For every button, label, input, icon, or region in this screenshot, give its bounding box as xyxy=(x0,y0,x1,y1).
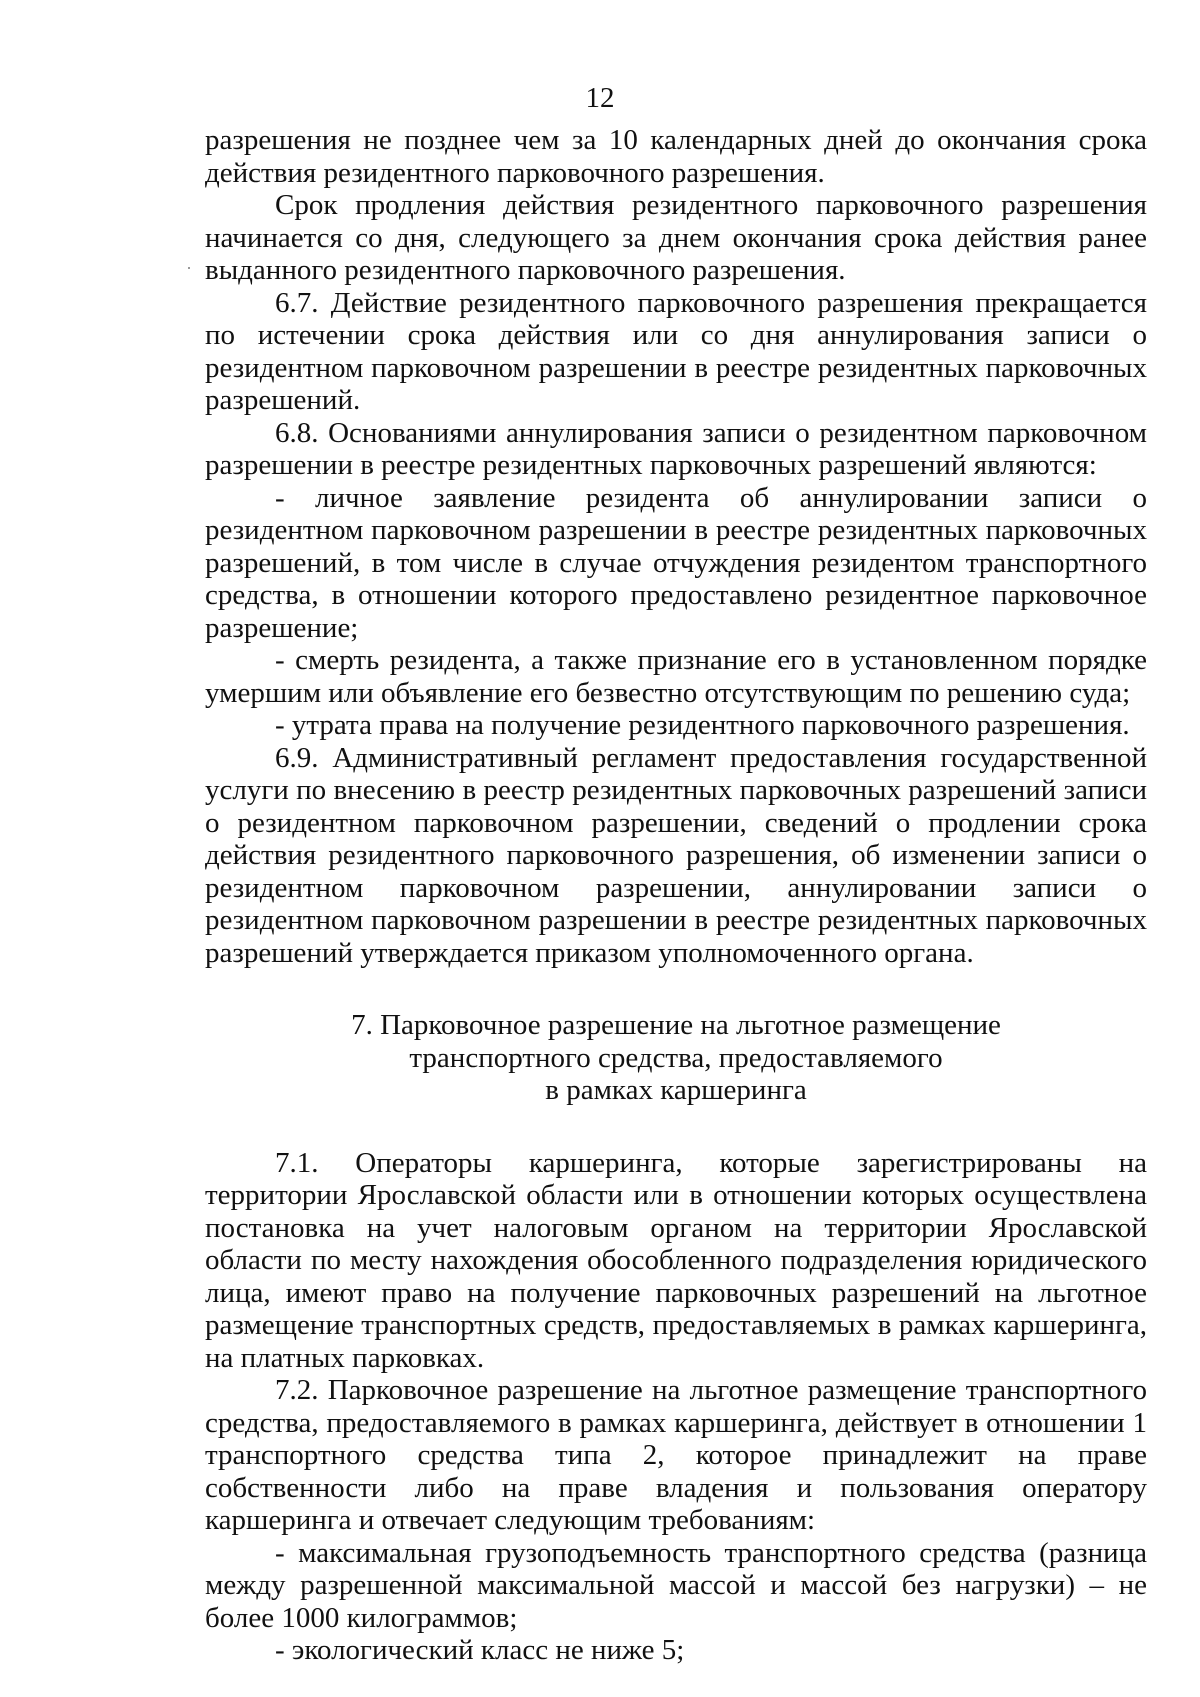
section-heading-line: транспортного средства, предоставляемого xyxy=(409,1041,943,1074)
section-heading-line: в рамках каршеринга xyxy=(545,1074,807,1106)
section-heading-7 xyxy=(205,1009,1147,1107)
paragraph-6-7: 6.7. Действие резидентного парковочного разрешения прекращается по истечении срока действия или со дня аннулирования записи о резидентном парковочном разрешении в реестре резидентных парковочных разрешений. xyxy=(205,286,1147,416)
margin-mark xyxy=(188,267,190,269)
list-item-death: - смерть резидента, а также признание его в установленном порядке умершим или объявление его безвестно отсутствующим по решению суда; xyxy=(205,644,1147,709)
section-heading-line: 7. Парковочное разрешение на льготное размещение xyxy=(351,1009,1001,1041)
list-item-personal-statement: - личное заявление резидента об аннулировании записи о резидентном парковочном разрешении в реестре резидентных парковочных разрешений, в том числе в случае отчуждения резидентом транспортного средства, в отношении которого предоставлено резидентное парковочное разрешение; xyxy=(205,481,1147,644)
document-body xyxy=(205,124,1147,1667)
paragraph-7-1: 7.1. Операторы каршеринга, которые зарегистрированы на территории Ярославской области или в отношении которых осуществлена постановка на учет налоговым органом на территории Ярославской области по месту нахождения обособленного подразделения юридического лица, имеют право на получение парковочных разрешений на льготное размещение транспортных средств, предоставляемых в рамках каршеринга, на платных парковках. xyxy=(205,1146,1147,1374)
paragraph-7-2: 7.2. Парковочное разрешение на льготное размещение транспортного средства, предоставляемого в рамках каршеринга, действует в отношении 1 транспортного средства типа 2, которое принадлежит на праве собственности либо на праве владения и пользования оператору каршеринга и отвечает следующим требованиям: xyxy=(205,1374,1147,1536)
list-item-max-load: - максимальная грузоподъемность транспортного средства (разница между разрешенной максимальной массой и массой без нагрузки) – не более 1000 килограммов; xyxy=(205,1536,1147,1634)
list-item-loss-of-right: - утрата права на получение резидентного парковочного разрешения. xyxy=(275,709,1130,741)
paragraph-continuation: разрешения не позднее чем за 10 календарных дней до окончания срока действия резидентного парковочного разрешения. xyxy=(205,124,1147,189)
paragraph-extension-term: Срок продления действия резидентного парковочного разрешения начинается со дня, следующего за днем окончания срока действия ранее выданного резидентного парковочного разрешения. xyxy=(205,189,1147,286)
paragraph-6-9: 6.9. Административный регламент предоставления государственной услуги по внесению в реестр резидентных парковочных разрешений записи о резидентном парковочном разрешении, сведений о продлении срока действия резидентного парковочного разрешения, об изменении записи о резидентном парковочном разрешении, аннулировании записи о резидентном парковочном разрешении в реестре резидентных парковочных разрешений утверждается приказом уполномоченного органа. xyxy=(205,741,1147,969)
page-number: 12 xyxy=(585,82,615,114)
list-item-eco-class: - экологический класс не ниже 5; xyxy=(275,1634,685,1666)
paragraph-6-8: 6.8. Основаниями аннулирования записи о резидентном парковочном разрешении в реестре резидентных парковочных разрешений являются: xyxy=(205,416,1147,481)
